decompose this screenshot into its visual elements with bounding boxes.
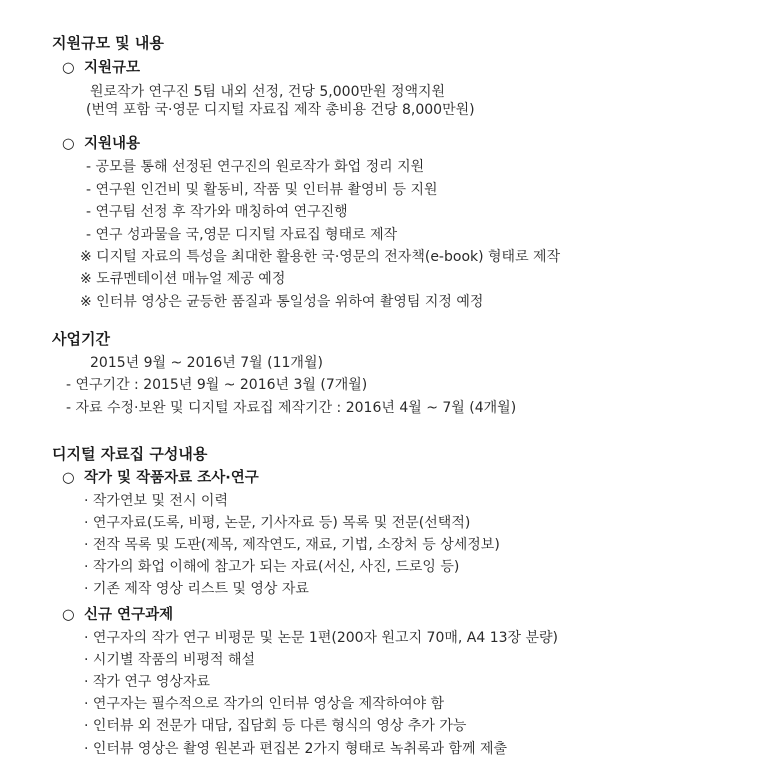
subheading-support-scale <box>62 56 140 80</box>
period-line: 2015년 9월 ~ 2016년 7월 (11개월) <box>90 355 323 371</box>
list-item: 원로작가 연구진 5팀 내외 선정, 건당 5,000만원 정액지원 <box>90 84 446 100</box>
list-item: - 공모를 통해 선정된 연구진의 원로작가 화업 정리 지원 <box>86 159 425 175</box>
circle-bullet-icon: ○ <box>62 607 75 623</box>
subheading-label: 작가 및 작품자료 조사·연구 <box>84 470 259 486</box>
list-item: · 인터뷰 영상은 촬영 원본과 편집본 2가지 형태로 녹취록과 함께 제출 <box>84 741 508 757</box>
list-item: (번역 포함 국·영문 디지털 자료집 제작 총비용 건당 8,000만원) <box>86 102 475 118</box>
subheading-label: 지원내용 <box>84 136 141 152</box>
list-item: · 기존 제작 영상 리스트 및 영상 자료 <box>84 581 309 597</box>
list-item: - 연구원 인건비 및 활동비, 작품 및 인터뷰 촬영비 등 지원 <box>86 182 438 198</box>
subheading-artist-research <box>62 466 259 490</box>
period-line: - 자료 수정·보완 및 디지털 자료집 제작기간 : 2016년 4월 ~ 7월 (4개월) <box>66 400 517 416</box>
circle-bullet-icon: ○ <box>62 470 75 486</box>
note-item: ※ 인터뷰 영상은 균등한 품질과 통일성을 위하여 촬영팀 지정 예정 <box>80 294 484 310</box>
list-item: · 인터뷰 외 전문가 대담, 집담회 등 다른 형식의 영상 추가 가능 <box>84 718 467 734</box>
period-line: - 연구기간 : 2015년 9월 ~ 2016년 3월 (7개월) <box>66 377 368 393</box>
list-item: - 연구 성과물을 국,영문 디지털 자료집 형태로 제작 <box>86 227 398 243</box>
list-item: - 연구팀 선정 후 작가와 매칭하여 연구진행 <box>86 204 348 220</box>
list-item: · 작가 연구 영상자료 <box>84 674 210 690</box>
note-item: ※ 디지털 자료의 특성을 최대한 활용한 국·영문의 전자책(e-book) 형태로 제작 <box>80 249 561 265</box>
list-item: · 시기별 작품의 비평적 해설 <box>84 652 256 668</box>
section-title-support-scale: 지원규모 및 내용 <box>52 34 164 52</box>
circle-bullet-icon: ○ <box>62 136 75 152</box>
list-item: · 작가연보 및 전시 이력 <box>84 493 228 509</box>
list-item: · 작가의 화업 이해에 참고가 되는 자료(서신, 사진, 드로잉 등) <box>84 559 460 575</box>
list-item: · 연구자료(도록, 비평, 논문, 기사자료 등) 목록 및 전문(선택적) <box>84 515 471 531</box>
list-item: · 연구자의 작가 연구 비평문 및 논문 1편(200자 원고지 70매, A4 13장 분량) <box>84 630 559 646</box>
list-item: · 전작 목록 및 도판(제목, 제작연도, 재료, 기법, 소장처 등 상세정보) <box>84 537 500 553</box>
section-title-archive-composition: 디지털 자료집 구성내용 <box>52 445 208 463</box>
subheading-new-research <box>62 603 173 627</box>
section-title-project-period: 사업기간 <box>52 330 110 348</box>
note-item: ※ 도큐멘테이션 매뉴얼 제공 예정 <box>80 271 286 287</box>
circle-bullet-icon: ○ <box>62 60 75 76</box>
subheading-support-content <box>62 132 140 156</box>
list-item: · 연구자는 필수적으로 작가의 인터뷰 영상을 제작하여야 함 <box>84 696 445 712</box>
subheading-label: 신규 연구과제 <box>84 607 174 623</box>
subheading-label: 지원규모 <box>84 60 141 76</box>
